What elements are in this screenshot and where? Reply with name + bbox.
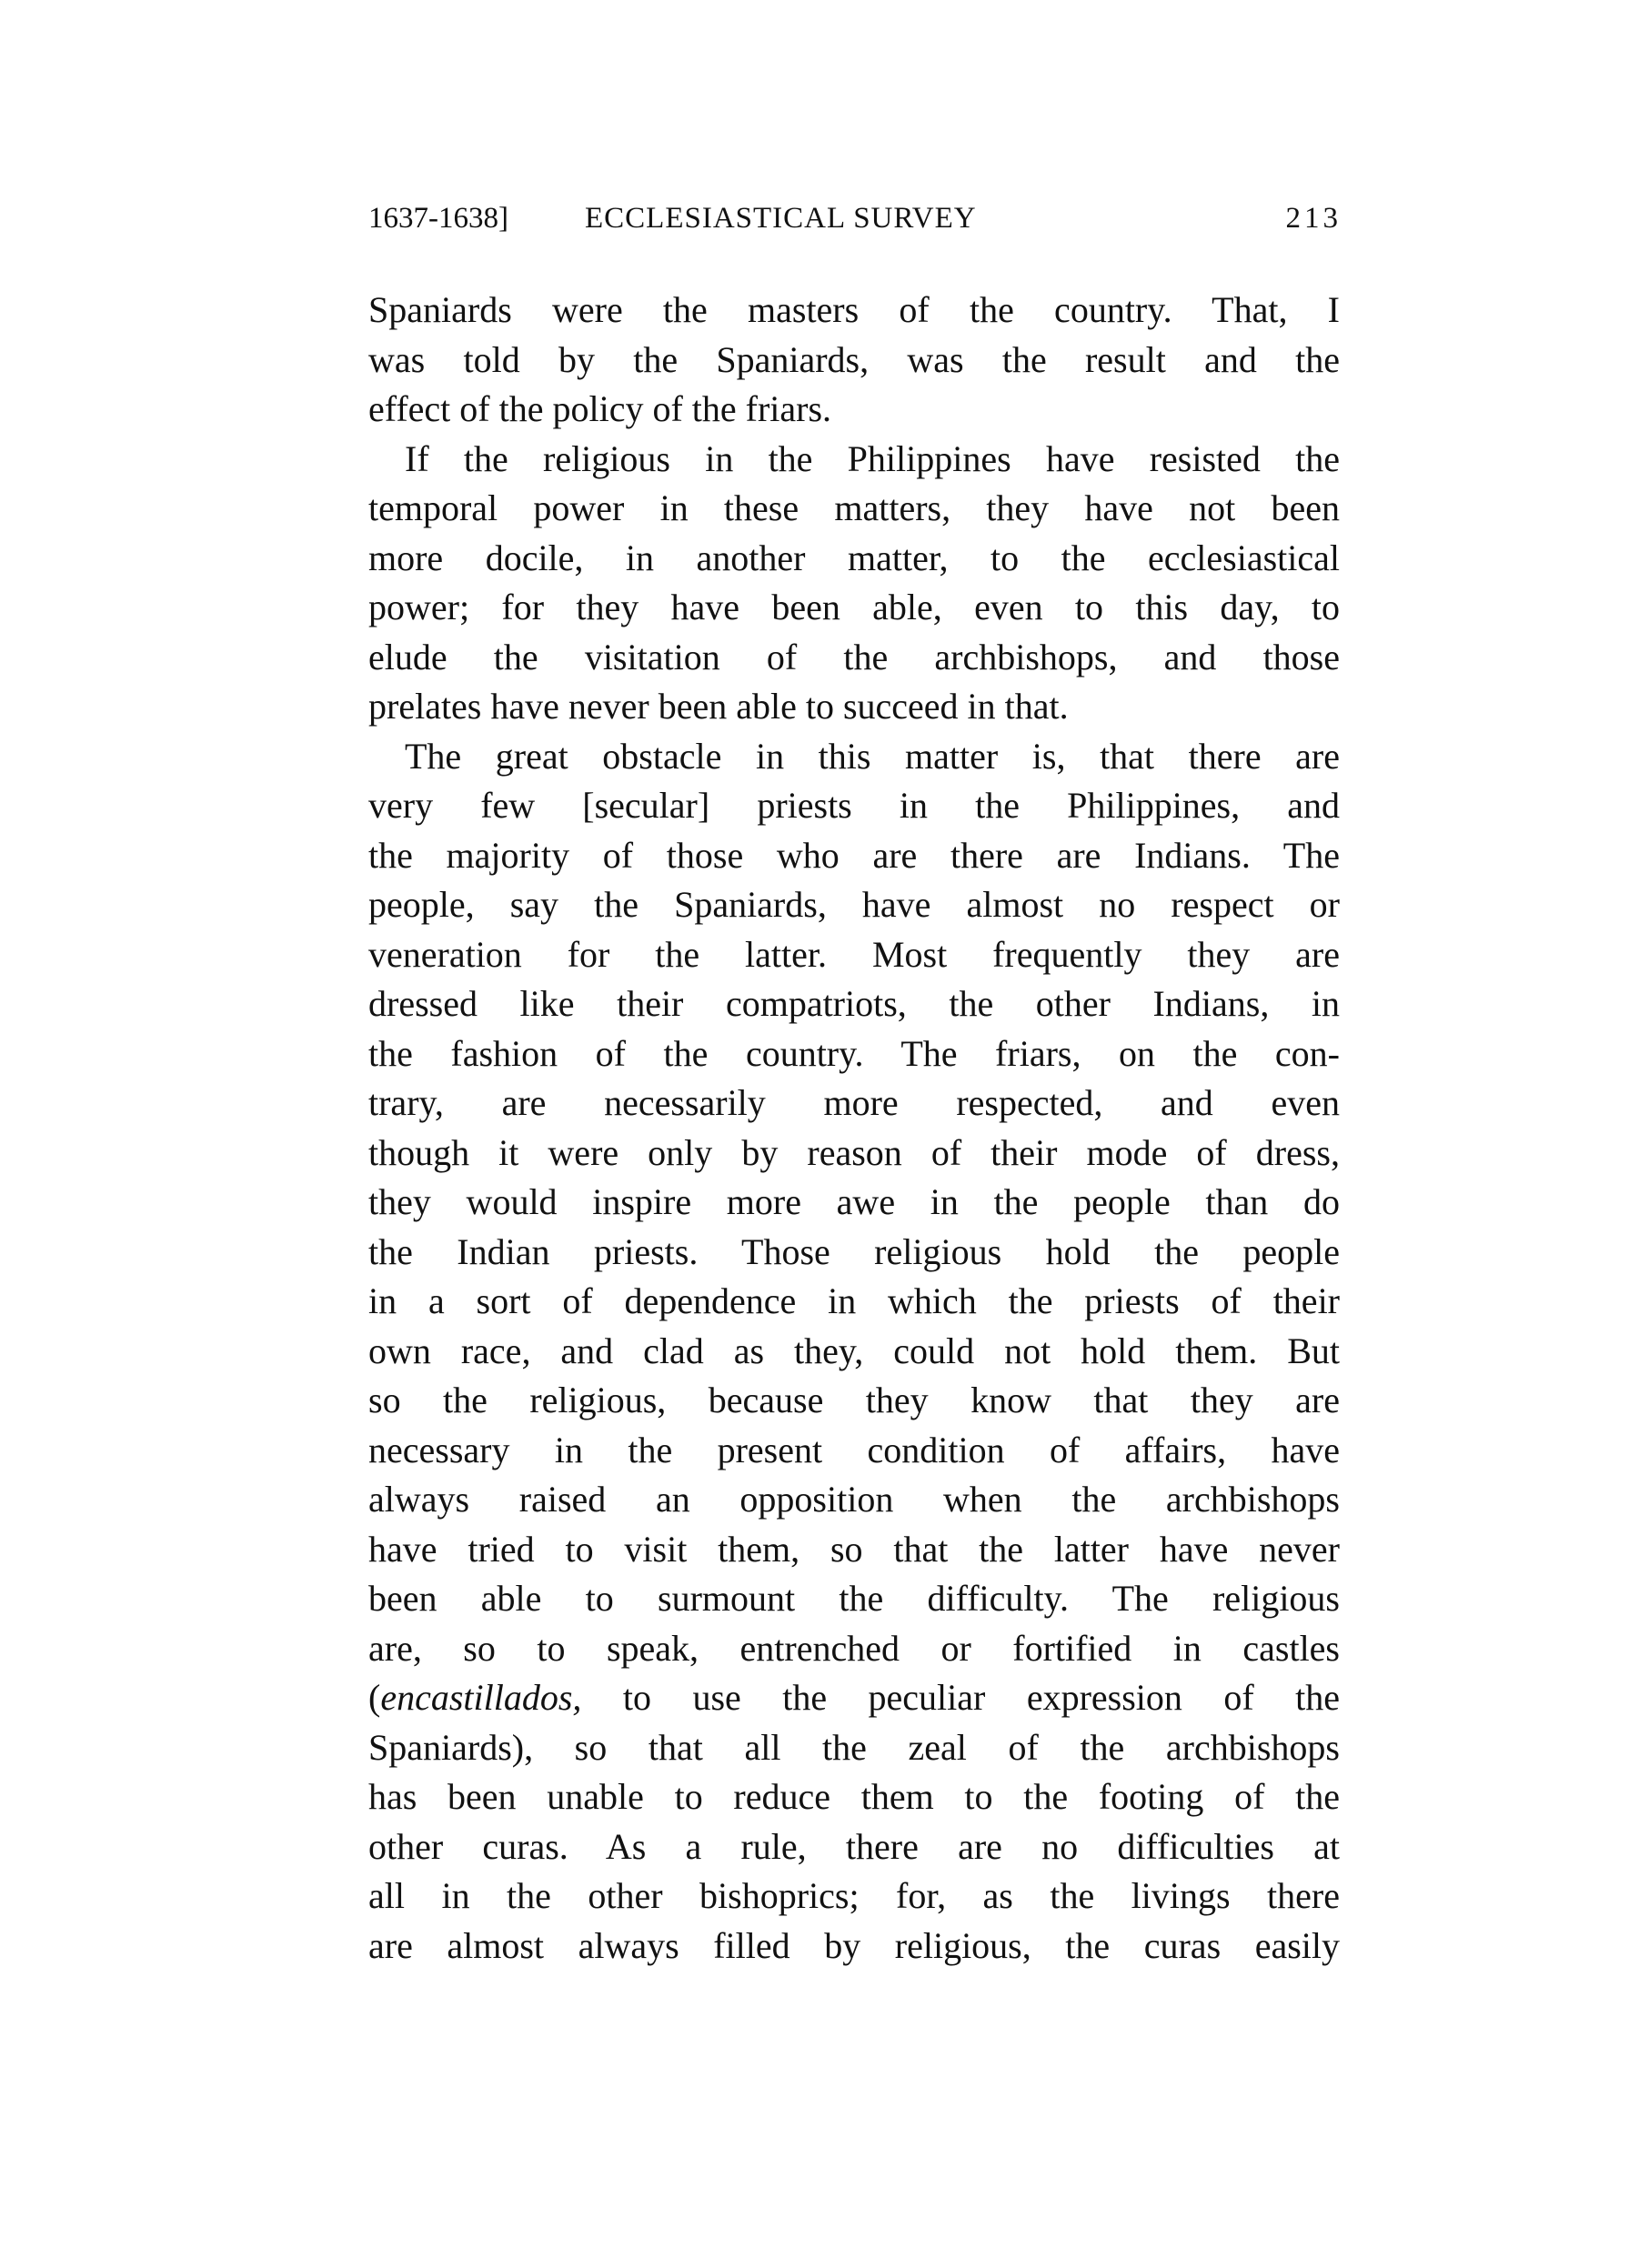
text-line: the Indian priests. Those religious hold the people — [368, 1230, 1340, 1272]
text-line: Spaniards were the masters of the country. That, I — [368, 289, 1340, 330]
header-title: ECCLESIASTICAL SURVEY — [585, 202, 977, 235]
text-line: they would inspire more awe in the people than do — [368, 1181, 1340, 1222]
text-segment: ( — [368, 1677, 381, 1718]
text-line: very few [secular] priests in the Philippines, and — [368, 785, 1340, 826]
text-line: veneration for the latter. Most frequently they are — [368, 933, 1340, 975]
text-line: been able to surmount the difficulty. The religious — [368, 1578, 1340, 1619]
text-line: was told by the Spaniards, was the result and the — [368, 338, 1340, 380]
text-line: If the religious in the Philippines have resisted the — [405, 437, 1340, 479]
text-line: necessary in the present condition of affairs, have — [368, 1429, 1340, 1470]
italic-term: encastillados, — [380, 1677, 582, 1718]
text-line: has been unable to reduce them to the footing of the — [368, 1776, 1340, 1817]
text-line: temporal power in these matters, they have not been — [368, 487, 1340, 528]
text-line: Spaniards), so that all the zeal of the archbishops — [368, 1726, 1340, 1768]
text-line: own race, and clad as they, could not hold them. But — [368, 1330, 1340, 1371]
text-line: are almost always filled by religious, the curas easily — [368, 1924, 1340, 1966]
text-line: all in the other bishoprics; for, as the livings there — [368, 1875, 1340, 1916]
text-line: always raised an opposition when the archbishops — [368, 1479, 1340, 1520]
text-line: dressed like their compatriots, the other Indians, in — [368, 983, 1340, 1024]
text-line: are, so to speak, entrenched or fortified in castles — [368, 1627, 1340, 1669]
text-line: trary, are necessarily more respected, and even — [368, 1082, 1340, 1123]
text-line: power; for they have been able, even to this day, to — [368, 587, 1340, 627]
text-line: prelates have never been able to succeed in that. — [368, 686, 1069, 727]
text-line: elude the visitation of the archbishops, and those — [368, 636, 1340, 677]
text-line — [368, 1673, 1340, 1723]
text-line: the fashion of the country. The friars, on the con- — [368, 1032, 1340, 1074]
text-line: so the religious, because they know that they are — [368, 1380, 1340, 1420]
text-line: people, say the Spaniards, have almost no respect or — [368, 884, 1340, 925]
running-header — [368, 202, 1342, 247]
text-line: more docile, in another matter, to the ecclesiastical — [368, 537, 1340, 578]
text-line: effect of the policy of the friars. — [368, 388, 832, 429]
text-line: the majority of those who are there are Indians. The — [368, 834, 1340, 876]
page-number: 213 — [1285, 202, 1342, 235]
text-segment: to use the peculiar expression of the — [581, 1677, 1340, 1718]
text-line: though it were only by reason of their mode of dress, — [368, 1131, 1340, 1173]
text-line: other curas. As a rule, there are no difficulties at — [368, 1825, 1340, 1867]
header-date-range: 1637-1638] — [368, 202, 508, 235]
body-text — [368, 286, 1340, 1971]
text-line: The great obstacle in this matter is, that there are — [405, 735, 1340, 777]
text-line: in a sort of dependence in which the priests of their — [368, 1280, 1340, 1321]
text-line: have tried to visit them, so that the latter have never — [368, 1528, 1340, 1570]
